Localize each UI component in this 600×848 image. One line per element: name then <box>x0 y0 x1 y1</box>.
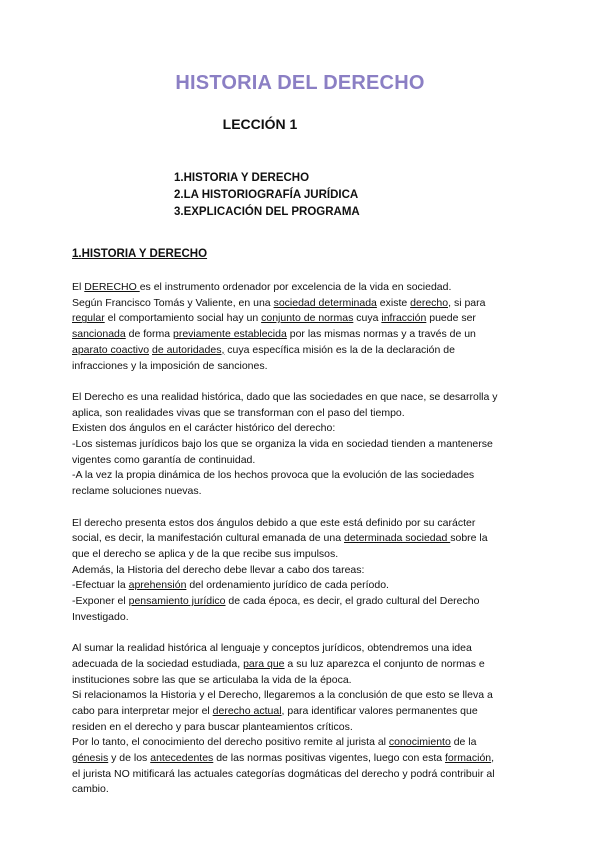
lesson-heading: LECCIÓN 1 <box>222 116 298 132</box>
underlined-term: derecho, <box>410 296 452 309</box>
text-run: cambio. <box>72 783 109 796</box>
table-of-contents <box>174 170 360 222</box>
text-run: aplica, son realidades vivas que se transforman con el paso del tiempo. <box>72 406 405 419</box>
underlined-term: de autoridades, <box>151 343 225 356</box>
underlined-term: génesis <box>72 752 109 765</box>
text-line <box>72 594 524 610</box>
text-line <box>72 751 524 767</box>
text-run: Investigado. <box>72 610 129 623</box>
text-run: a su luz aparezca el conjunto de normas e <box>284 657 485 670</box>
text-line <box>72 343 524 359</box>
text-run: Existen dos ángulos en el carácter histórico del derecho: <box>72 422 336 435</box>
underlined-term: infracción <box>381 312 427 325</box>
underlined-term: regular <box>72 312 105 325</box>
underlined-term: DERECHO <box>84 281 140 293</box>
text-run: de forma <box>125 328 173 341</box>
text-line <box>72 421 524 437</box>
underlined-term: derecho actual <box>212 704 282 717</box>
text-run: sobre la <box>450 532 488 545</box>
text-line <box>72 767 524 783</box>
underlined-term: pensamiento jurídico <box>128 595 226 608</box>
text-line <box>72 280 524 296</box>
underlined-term: antecedentes <box>150 752 214 765</box>
text-line <box>72 641 524 657</box>
text-line <box>72 437 524 453</box>
text-line <box>72 516 524 532</box>
text-run: -Efectuar la <box>72 579 129 592</box>
text-line <box>72 688 524 704</box>
underlined-term: sociedad determinada <box>273 296 377 309</box>
text-run: que el derecho se aplica y de la que recibe sus impulsos. <box>72 547 339 560</box>
text-run: si para <box>451 296 486 309</box>
text-run: por las mismas normas y a través de un <box>286 328 476 341</box>
text-run: es el instrumento ordenador por excelencia de la vida en sociedad. <box>139 281 452 293</box>
text-run: del ordenamiento jurídico de cada período. <box>186 579 389 592</box>
text-run: Al sumar la realidad histórica al lenguaje y conceptos jurídicos, obtendremos una idea <box>72 642 472 655</box>
text-line <box>72 673 524 689</box>
text-run: , <box>491 752 495 765</box>
text-run: y de los <box>108 752 151 765</box>
text-run: Si relacionamos la Historia y el Derecho, llegaremos a la conclusión de que esto se lleva a <box>72 689 493 702</box>
text-run: cuya específica misión es la de la declaración de <box>224 343 455 356</box>
underlined-term: para que <box>243 657 285 670</box>
text-run: social, es decir, la manifestación cultural emanada de una <box>72 532 344 545</box>
paragraph <box>72 390 524 500</box>
text-run: instituciones sobre las que se articulaba la vida de la época. <box>72 673 352 686</box>
underlined-term: previamente establecida <box>173 328 287 341</box>
text-run: -Exponer el <box>72 595 129 608</box>
text-line <box>72 735 524 751</box>
paragraph <box>72 280 524 374</box>
text-run: cuya <box>353 312 382 325</box>
text-run: Según Francisco Tomás y Valiente, en una <box>72 296 274 309</box>
text-run: el jurista NO mitificará las actuales categorías dogmáticas del derecho y podrá contribuir al <box>72 767 495 780</box>
text-line <box>72 453 524 469</box>
paragraph <box>72 516 524 626</box>
text-line <box>72 484 524 500</box>
text-run: adecuada de la sociedad estudiada, <box>72 657 244 670</box>
text-line <box>72 531 524 547</box>
text-run: Además, la Historia del derecho debe llevar a cabo dos tareas: <box>72 563 365 576</box>
text-run: , para identificar valores permanentes que <box>281 704 478 717</box>
text-run: El derecho presenta estos dos ángulos debido a que este está definido por su carácter <box>72 516 476 529</box>
text-line <box>72 406 524 422</box>
text-run: de la <box>450 736 477 749</box>
underlined-term: determinada sociedad <box>344 532 451 545</box>
text-run: de cada época, es decir, el grado cultural del Derecho <box>225 595 480 608</box>
underlined-term: sancionada <box>72 328 126 341</box>
text-run: puede ser <box>426 312 476 325</box>
text-run: -Los sistemas jurídicos bajo los que se organiza la vida en sociedad tienden a mantenerse <box>72 438 493 451</box>
section-heading: 1.HISTORIA Y DERECHO <box>72 248 208 260</box>
text-line <box>72 390 524 406</box>
text-run: el comportamiento social hay un <box>104 312 262 325</box>
underlined-term: conjunto de normas <box>261 312 354 325</box>
document-body <box>72 280 524 814</box>
text-run: de las normas positivas vigentes, luego con esta <box>213 752 446 765</box>
text-line <box>72 296 524 312</box>
text-line <box>72 563 524 579</box>
text-run: cabo para interpretar mejor el <box>72 704 213 717</box>
text-line <box>72 311 524 327</box>
toc-item: 3.EXPLICACIÓN DEL PROGRAMA <box>174 206 360 219</box>
paragraph <box>72 641 524 798</box>
text-run: existe <box>376 296 411 309</box>
underlined-term: conocimiento <box>388 736 451 749</box>
text-line <box>72 468 524 484</box>
text-line <box>72 359 524 375</box>
text-run: -A la vez la propia dinámica de los hechos provoca que la evolución de las sociedades <box>72 469 475 482</box>
text-line <box>72 782 524 798</box>
text-run: vigentes como garantía de continuidad. <box>72 453 256 466</box>
text-run: reclame soluciones nuevas. <box>72 485 202 498</box>
text-run: infracciones y la imposición de sanciones. <box>72 359 268 372</box>
text-line <box>72 610 524 626</box>
document-title: HISTORIA DEL DERECHO <box>175 72 425 94</box>
text-line <box>72 578 524 594</box>
text-line <box>72 657 524 673</box>
toc-item: 2.LA HISTORIOGRAFÍA JURÍDICA <box>174 189 359 202</box>
text-run: El <box>72 281 85 293</box>
text-run: Por lo tanto, el conocimiento del derecho positivo remite al jurista al <box>72 736 389 749</box>
toc-item: 1.HISTORIA Y DERECHO <box>174 172 310 184</box>
text-line <box>72 327 524 343</box>
underlined-term: aparato coactivo <box>72 343 150 356</box>
underlined-term: formación <box>445 752 492 765</box>
text-line <box>72 547 524 563</box>
text-line <box>72 720 524 736</box>
text-run: El Derecho es una realidad histórica, dado que las sociedades en que nace, se desarrolla y <box>72 390 498 403</box>
text-run: residen en el derecho y para buscar planteamientos críticos. <box>72 720 353 733</box>
text-line <box>72 704 524 720</box>
underlined-term: aprehensión <box>128 579 187 592</box>
